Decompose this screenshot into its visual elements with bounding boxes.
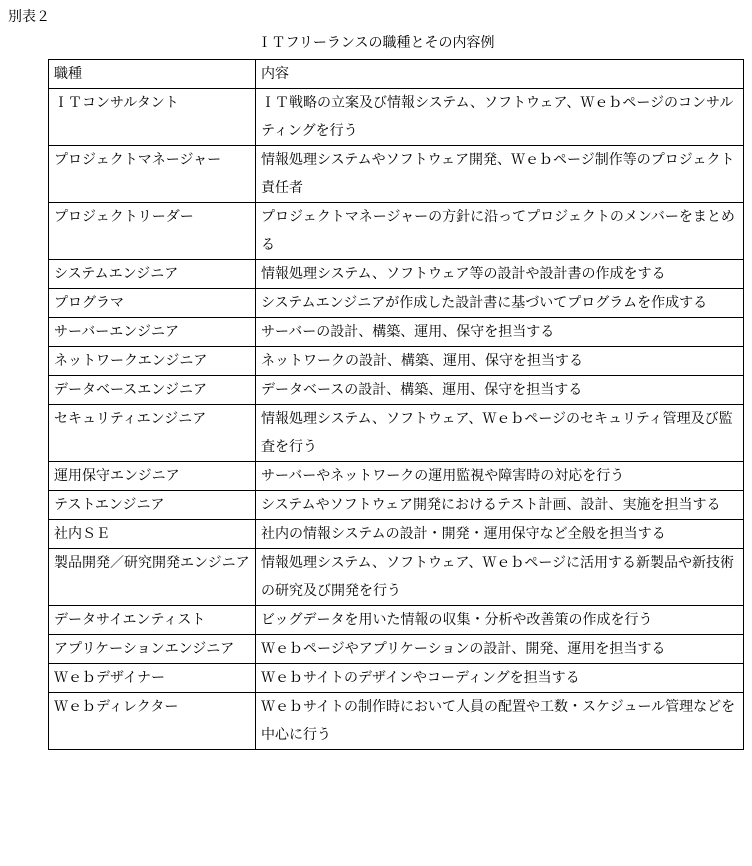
- content-cell: 社内の情報システムの設計・開発・運用保守など全般を担当する: [256, 520, 744, 549]
- table-header-row: [49, 60, 744, 89]
- table-row: [49, 318, 744, 347]
- table-title: ＩＴフリーランスの職種とその内容例: [257, 35, 495, 51]
- header-job: 職種: [49, 60, 256, 89]
- content-cell: 情報処理システム、ソフトウェア等の設計や設計書の作成をする: [256, 260, 744, 289]
- table-row: [49, 664, 744, 693]
- content-cell: Ｗｅｂサイトの制作時において人員の配置や工数・スケジュール管理などを中心に行う: [256, 693, 744, 750]
- content-cell: ＩＴ戦略の立案及び情報システム、ソフトウェア、Ｗｅｂページのコンサルティングを行う: [256, 89, 744, 146]
- table-row: [49, 146, 744, 203]
- document-label: 別表２: [8, 9, 50, 25]
- job-cell: アプリケーションエンジニア: [49, 635, 256, 664]
- job-cell: ネットワークエンジニア: [49, 347, 256, 376]
- content-cell: システムやソフトウェア開発におけるテスト計画、設計、実施を担当する: [256, 491, 744, 520]
- job-cell: 社内ＳＥ: [49, 520, 256, 549]
- content-cell: 情報処理システム、ソフトウェア、Ｗｅｂページのセキュリティ管理及び監査を行う: [256, 405, 744, 462]
- job-cell: テストエンジニア: [49, 491, 256, 520]
- table-row: [49, 289, 744, 318]
- job-cell: データベースエンジニア: [49, 376, 256, 405]
- table-row: [49, 462, 744, 491]
- content-cell: ネットワークの設計、構築、運用、保守を担当する: [256, 347, 744, 376]
- job-cell: Ｗｅｂデザイナー: [49, 664, 256, 693]
- table-row: [49, 635, 744, 664]
- table-row: [49, 89, 744, 146]
- content-cell: システムエンジニアが作成した設計書に基づいてプログラムを作成する: [256, 289, 744, 318]
- job-cell: ＩＴコンサルタント: [49, 89, 256, 146]
- job-cell: 運用保守エンジニア: [49, 462, 256, 491]
- content-cell: サーバーやネットワークの運用監視や障害時の対応を行う: [256, 462, 744, 491]
- job-cell: システムエンジニア: [49, 260, 256, 289]
- content-cell: プロジェクトマネージャーの方針に沿ってプロジェクトのメンバーをまとめる: [256, 203, 744, 260]
- table-row: [49, 606, 744, 635]
- table-row: [49, 491, 744, 520]
- content-cell: サーバーの設計、構築、運用、保守を担当する: [256, 318, 744, 347]
- table-row: [49, 376, 744, 405]
- header-content: 内容: [256, 60, 744, 89]
- job-cell: Ｗｅｂディレクター: [49, 693, 256, 750]
- table-row: [49, 347, 744, 376]
- job-cell: プログラマ: [49, 289, 256, 318]
- table-row: [49, 693, 744, 750]
- job-cell: データサイエンティスト: [49, 606, 256, 635]
- content-cell: データベースの設計、構築、運用、保守を担当する: [256, 376, 744, 405]
- job-cell: プロジェクトマネージャー: [49, 146, 256, 203]
- table-row: [49, 549, 744, 606]
- table-row: [49, 260, 744, 289]
- content-cell: 情報処理システムやソフトウェア開発、Ｗｅｂページ制作等のプロジェクト責任者: [256, 146, 744, 203]
- content-cell: Ｗｅｂページやアプリケーションの設計、開発、運用を担当する: [256, 635, 744, 664]
- table-row: [49, 405, 744, 462]
- table-row: [49, 203, 744, 260]
- job-cell: プロジェクトリーダー: [49, 203, 256, 260]
- content-cell: Ｗｅｂサイトのデザインやコーディングを担当する: [256, 664, 744, 693]
- job-table: [48, 59, 744, 750]
- job-cell: 製品開発／研究開発エンジニア: [49, 549, 256, 606]
- content-cell: 情報処理システム、ソフトウェア、Ｗｅｂページに活用する新製品や新技術の研究及び開発を行う: [256, 549, 744, 606]
- table-row: [49, 520, 744, 549]
- job-cell: サーバーエンジニア: [49, 318, 256, 347]
- job-cell: セキュリティエンジニア: [49, 405, 256, 462]
- content-cell: ビッグデータを用いた情報の収集・分析や改善策の作成を行う: [256, 606, 744, 635]
